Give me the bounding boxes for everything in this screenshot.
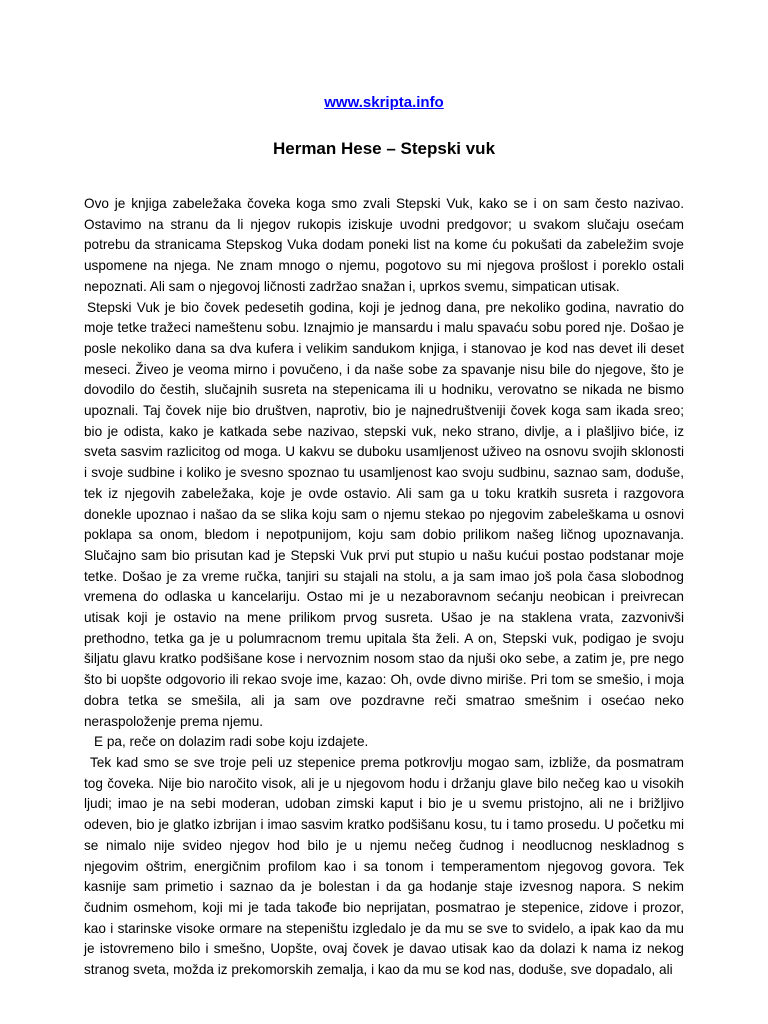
site-link[interactable]: www.skripta.info <box>324 94 444 111</box>
document-title: Herman Hese – Stepski vuk <box>272 139 496 158</box>
paragraph: Stepski Vuk je bio čovek pedesetih godina, koji je jednog dana, pre nekoliko godina, navratio do moje tetke tražeci nameštenu sobu. Iznajmio je mansardu i malu spavaću sobu pored nje. Došao je posle nekoliko dana sa dva kufera i velikim sandukom knjiga, i stanovao je kod nas devet ili deset meseci. Živeo je veoma mirno i povučeno, i da naše sobe za spavanje nisu bile do njegove, što je dovodilo do čestih, slučajnih susreta na stepenicama ili u hodniku, verovatno se nikada ne bismo upoznali. Taj čovek nije bio društven, naprotiv, bio je najnedruštveniji čovek koga sam ikada sreo; bio je odista, kako je katkada sebe nazivao, stepski vuk, neko strano, divlje, a i plašljivo biće, iz sveta sasvim razlicitog od moga. U kakvu se duboku usamljenost uživeo na osnovu svojih sklonosti i svoje sudbine i koliko je svesno spoznao tu usamljenost kao svoju sudbinu, saznao sam, doduše, tek iz njegovih zabeležaka, koje je ovde ostavio. Ali sam ga u toku kratkih susreta i razgovora donekle upoznao i našao da se slika koju sam o njemu stekao po njegovim zabeleškama u osnovi poklapa sa onom, bledom i nepotpunijom, koju sam dobio prilikom našeg ličnog upoznavanja. Slučajno sam bio prisutan kad je Stepski Vuk prvi put stupio u našu kućui postao podstanar moje tetke. Došao je za vreme ručka, tanjiri su stajali na stolu, a ja sam imao još pola časa slobodnog vremena do odlaska u kancelariju. Ostao mi je u nezaboravnom sećanju neobican i preivrecan utisak koji je ostavio na mene prilikom prvog susreta. Ušao je na staklena vrata, zazvonivši prethodno, tetka ga je u polumracnom tremu upitala šta želi. A on, Stepski vuk, podigao je svoju šiljatu glavu kratko podšišane kose i nervoznim nosom stao da njuši oko sebe, a zatim je, pre nego što bi uopšte odgovorio ili rekao svoje ime, kazao: Oh, ovde divno miriše. Pri tom se smešio, i moja dobra tetka se smešila, ali ja sam ove pozdravne reči smatrao smešnim i osećao neko neraspoloženje prema njemu. <box>84 299 684 729</box>
paragraph: E pa, reče on dolazim radi sobe koju izdajete. <box>94 734 369 750</box>
document-body <box>84 194 684 981</box>
paragraph: Ovo je knjiga zabeležaka čoveka koga smo zvali Stepski Vuk, kako se i on sam često nazivao. Ostavimo na stranu da li njegov rukopis iziskuje uvodni predgovor; u svakom slučaju osećam potrebu da stranicama Stepskog Vuka dodam poneki list na kome ću pokušati da zabeležim svoje uspomene na njega. Ne znam mnogo o njemu, pogotovo su mi njegova prošlost i poreklo ostali nepoznati. Ali sam o njegovoj ličnosti zadržao snažan i, uprkos svemu, simpatican utisak. <box>84 196 684 294</box>
paragraph: Tek kad smo se sve troje peli uz stepenice prema potkrovlju mogao sam, izbliže, da posmatram tog čoveka. Nije bio naročito visok, ali je u njegovom hodu i držanju glave bilo nečeg kao u visokih ljudi; imao je na sebi moderan, udoban zimski kaput i bio je u svemu pristojno, ali ne i brižljivo odeven, bio je glatko izbrijan i imao sasvim kratko podšišanu kosu, tu i tamo prosedu. U početku mi se nimalo nije svideo njegov hod bilo je u njemu nečeg čudnog i neodlucnog neskladnog s njegovim oštrim, energičnim profilom kao i sa tonom i temperamentom njegovog govora. Tek kasnije sam primetio i saznao da je bolestan i da ga hodanje staje izvesnog napora. S nekim čudnim osmehom, koji mi je tada takođe bio neprijatan, posmatrao je stepenice, zidove i prozor, kao i starinske visoke ormare na stepeništu izgledalo je da mu se sve to svidelo, a ipak kao da mu je istovremeno bilo i smešno, Uopšte, ovaj čovek je davao utisak kao da dolazi k nama iz nekog stranog sveta, možda iz prekomorskih zemalja, i kao da mu se kod nas, doduše, sve dopadalo, ali <box>84 754 684 978</box>
